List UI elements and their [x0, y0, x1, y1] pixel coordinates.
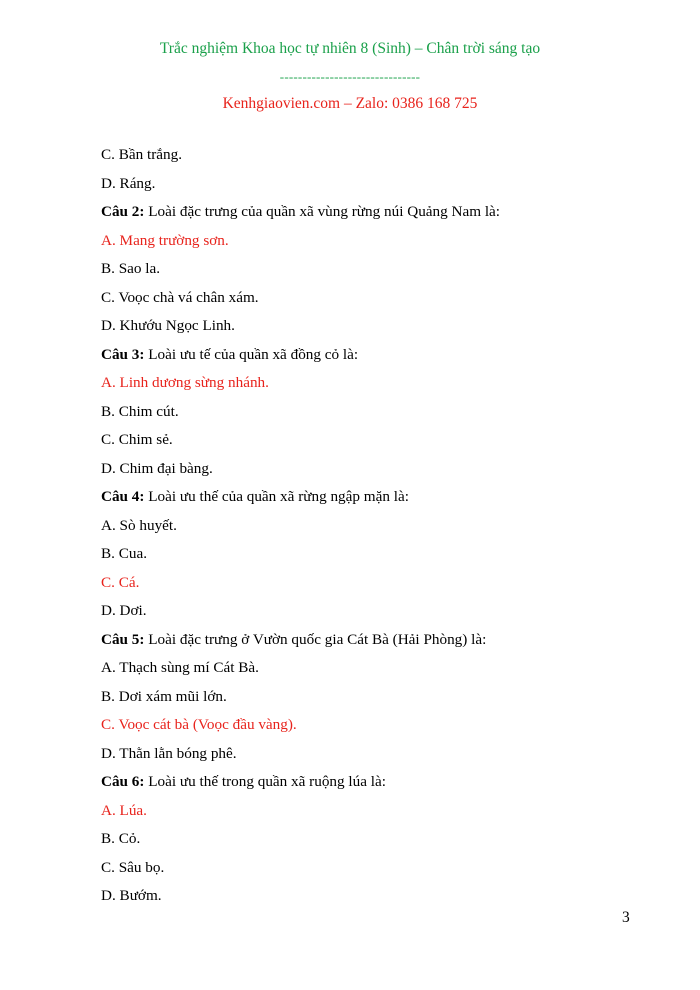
question-text: Loài ưu thế trong quần xã ruộng lúa là:: [144, 773, 386, 790]
question-text: Loài ưu thế của quần xã rừng ngập mặn là:: [144, 488, 409, 505]
answer-option: C. Chim sẻ.: [101, 431, 173, 448]
header-site-contact[interactable]: Kenhgiaovien.com – Zalo: 0386 168 725: [222, 95, 478, 112]
answer-option: B. Chim cút.: [101, 402, 179, 420]
answer-option: A. Sò huyết.: [101, 516, 177, 534]
question-number: Câu 3:: [101, 345, 145, 363]
answer-option: D. Bướm.: [101, 887, 162, 904]
answer-option: B. Dơi xám mũi lớn.: [101, 687, 227, 705]
question-line: [101, 483, 661, 512]
answer-option: A. Thạch sùng mí Cát Bà.: [101, 659, 259, 676]
answer-option: C. Voọc chà vá chân xám.: [101, 288, 259, 306]
answer-option: D. Chim đại bàng.: [101, 459, 213, 477]
answer-option: B. Sao la.: [101, 260, 161, 277]
answer-option: D. Dơi.: [101, 602, 147, 619]
question-line: [101, 341, 661, 370]
question-number: Câu 4:: [101, 488, 145, 505]
question-text: Loài ưu tế của quần xã đồng cỏ là:: [144, 345, 359, 363]
answer-option: B. Cua.: [101, 545, 147, 562]
question-number: Câu 5:: [101, 630, 145, 648]
answer-option-correct: C. Voọc cát bà (Voọc đầu vàng).: [101, 716, 297, 733]
answer-option-correct: A. Lúa.: [101, 801, 147, 819]
answer-option: B. Cỏ.: [101, 830, 141, 847]
question-line: [101, 198, 661, 227]
header-divider: -------------------------------: [279, 69, 421, 84]
answer-option-correct: A. Mang trường sơn.: [101, 231, 229, 249]
quiz-content: [101, 141, 661, 911]
answer-option: D. Khướu Ngọc Linh.: [101, 317, 235, 334]
answer-option: C. Sâu bọ.: [101, 858, 165, 876]
answer-option: D. Thằn lằn bóng phê.: [101, 744, 237, 762]
answer-option: D. Ráng.: [101, 174, 156, 192]
question-line: [101, 626, 661, 655]
question-text: Loài đặc trưng của quần xã vùng rừng núi Quảng Nam là:: [144, 203, 501, 220]
question-number: Câu 2:: [101, 203, 145, 220]
header-title: Trắc nghiệm Khoa học tự nhiên 8 (Sinh) – Chân trời sáng tạo: [159, 40, 541, 57]
answer-option-correct: A. Linh dương sừng nhánh.: [101, 374, 269, 391]
answer-option: C. Bần trắng.: [101, 146, 182, 163]
question-line: [101, 768, 661, 797]
question-number: Câu 6:: [101, 773, 145, 790]
answer-option-correct: C. Cá.: [101, 573, 140, 591]
page-number: 3: [622, 909, 630, 926]
question-text: Loài đặc trưng ở Vườn quốc gia Cát Bà (Hải Phòng) là:: [144, 630, 487, 648]
